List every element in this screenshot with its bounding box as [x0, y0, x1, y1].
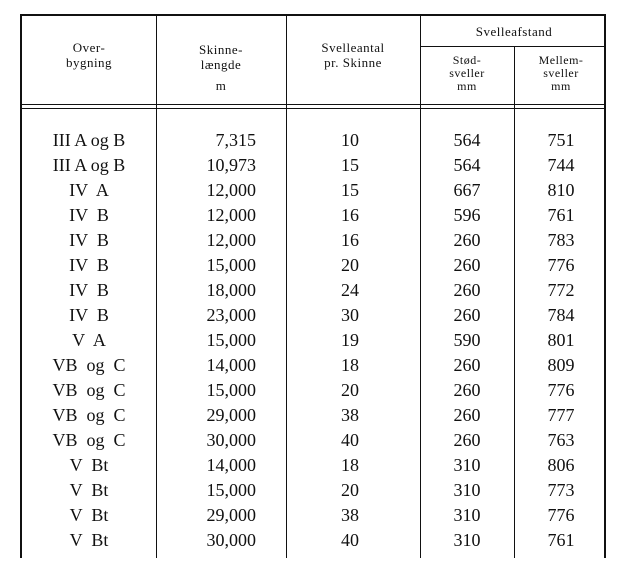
- cell-skinnelaengde: 15,000: [206, 255, 256, 275]
- cell-overbygning: V A: [72, 330, 106, 350]
- cell-overbygning: IV B: [69, 230, 109, 250]
- cell-mellemsveller: 744: [547, 155, 575, 175]
- cell-svelleantal: 38: [341, 405, 359, 425]
- table-row: [22, 153, 604, 178]
- cell-skinnelaengde: 10,973: [206, 155, 256, 175]
- cell-overbygning: V Bt: [69, 530, 109, 550]
- cell-svelleantal: 20: [341, 380, 359, 400]
- cell-skinnelaengde: 14,000: [206, 355, 256, 375]
- cell-mellemsveller: 783: [547, 230, 575, 250]
- cell-stodsveller: 596: [453, 205, 481, 225]
- cell-overbygning: III A og B: [52, 130, 126, 150]
- cell-overbygning: V Bt: [69, 505, 109, 525]
- cell-mellemsveller: 763: [547, 430, 575, 450]
- table-row: [22, 328, 604, 353]
- header-line: Svelleantal: [321, 40, 385, 55]
- cell-skinnelaengde: 7,315: [215, 130, 256, 150]
- table-body: [22, 128, 604, 553]
- cell-skinnelaengde: 12,000: [206, 205, 256, 225]
- cell-mellemsveller: 809: [547, 355, 575, 375]
- cell-skinnelaengde: 30,000: [206, 430, 256, 450]
- table-row: [22, 428, 604, 453]
- table-row: [22, 253, 604, 278]
- cell-svelleantal: 20: [341, 255, 359, 275]
- header-mellemsveller: [514, 54, 608, 93]
- table-row: [22, 378, 604, 403]
- header-rule: [22, 104, 604, 105]
- cell-overbygning: VB og C: [52, 380, 126, 400]
- table-row: [22, 453, 604, 478]
- cell-stodsveller: 564: [453, 155, 481, 175]
- cell-stodsveller: 260: [453, 230, 481, 250]
- cell-svelleantal: 10: [341, 130, 359, 150]
- table-row: [22, 528, 604, 553]
- cell-skinnelaengde: 18,000: [206, 280, 256, 300]
- cell-overbygning: VB og C: [52, 355, 126, 375]
- cell-stodsveller: 260: [453, 355, 481, 375]
- header-line: Over-: [72, 40, 106, 55]
- cell-overbygning: IV B: [69, 205, 109, 225]
- cell-stodsveller: 564: [453, 130, 481, 150]
- cell-mellemsveller: 806: [547, 455, 575, 475]
- cell-overbygning: III A og B: [52, 155, 126, 175]
- cell-mellemsveller: 810: [547, 180, 575, 200]
- cell-svelleantal: 18: [341, 455, 359, 475]
- table-row: [22, 303, 604, 328]
- cell-mellemsveller: 801: [547, 330, 575, 350]
- cell-skinnelaengde: 15,000: [206, 380, 256, 400]
- cell-skinnelaengde: 12,000: [206, 180, 256, 200]
- cell-skinnelaengde: 12,000: [206, 230, 256, 250]
- cell-mellemsveller: 777: [547, 405, 575, 425]
- cell-mellemsveller: 773: [547, 480, 575, 500]
- cell-overbygning: IV B: [69, 305, 109, 325]
- cell-overbygning: IV A: [69, 180, 109, 200]
- cell-stodsveller: 310: [453, 530, 481, 550]
- table-frame: [20, 14, 606, 558]
- header-line: mm: [457, 79, 477, 93]
- cell-skinnelaengde: 29,000: [206, 505, 256, 525]
- cell-svelleantal: 15: [341, 155, 359, 175]
- header-skinnelaengde: [156, 42, 286, 93]
- table-row: [22, 228, 604, 253]
- cell-svelleantal: 40: [341, 430, 359, 450]
- cell-svelleantal: 16: [341, 230, 359, 250]
- cell-mellemsveller: 761: [547, 205, 575, 225]
- header-line: bygning: [65, 55, 113, 70]
- table-row: [22, 178, 604, 203]
- cell-stodsveller: 260: [453, 280, 481, 300]
- cell-stodsveller: 260: [453, 405, 481, 425]
- cell-stodsveller: 310: [453, 455, 481, 475]
- cell-stodsveller: 260: [453, 255, 481, 275]
- header-line: pr. Skinne: [324, 55, 382, 70]
- cell-svelleantal: 40: [341, 530, 359, 550]
- cell-svelleantal: 20: [341, 480, 359, 500]
- header-line: Stød-: [452, 53, 482, 67]
- header-rule: [22, 108, 604, 109]
- cell-svelleantal: 16: [341, 205, 359, 225]
- cell-overbygning: IV B: [69, 280, 109, 300]
- cell-mellemsveller: 772: [547, 280, 575, 300]
- cell-svelleantal: 18: [341, 355, 359, 375]
- cell-mellemsveller: 761: [547, 530, 575, 550]
- cell-stodsveller: 260: [453, 305, 481, 325]
- cell-stodsveller: 260: [453, 380, 481, 400]
- cell-mellemsveller: 784: [547, 305, 575, 325]
- table-row: [22, 353, 604, 378]
- cell-mellemsveller: 776: [547, 505, 575, 525]
- header-line: Svelleafstand: [475, 24, 553, 39]
- cell-stodsveller: 260: [453, 430, 481, 450]
- cell-mellemsveller: 751: [547, 130, 575, 150]
- cell-stodsveller: 667: [453, 180, 481, 200]
- svelleafstand-rule: [420, 46, 604, 47]
- header-svelleafstand: [420, 24, 608, 39]
- header-line: Mellem-: [538, 53, 584, 67]
- cell-overbygning: VB og C: [52, 405, 126, 425]
- cell-skinnelaengde: 14,000: [206, 455, 256, 475]
- header-line: sveller: [449, 66, 485, 80]
- cell-overbygning: VB og C: [52, 430, 126, 450]
- cell-stodsveller: 310: [453, 505, 481, 525]
- header-line: mm: [551, 79, 571, 93]
- cell-stodsveller: 310: [453, 480, 481, 500]
- cell-stodsveller: 590: [453, 330, 481, 350]
- cell-skinnelaengde: 30,000: [206, 530, 256, 550]
- cell-skinnelaengde: 23,000: [206, 305, 256, 325]
- table-row: [22, 203, 604, 228]
- cell-svelleantal: 19: [341, 330, 359, 350]
- cell-svelleantal: 24: [341, 280, 359, 300]
- header-line: længde: [200, 57, 242, 72]
- cell-svelleantal: 15: [341, 180, 359, 200]
- cell-mellemsveller: 776: [547, 255, 575, 275]
- cell-overbygning: V Bt: [69, 455, 109, 475]
- table-row: [22, 478, 604, 503]
- cell-skinnelaengde: 15,000: [206, 330, 256, 350]
- header-svelleantal: [286, 40, 420, 70]
- cell-overbygning: V Bt: [69, 480, 109, 500]
- cell-skinnelaengde: 15,000: [206, 480, 256, 500]
- cell-svelleantal: 38: [341, 505, 359, 525]
- cell-svelleantal: 30: [341, 305, 359, 325]
- header-line: sveller: [543, 66, 579, 80]
- cell-overbygning: IV B: [69, 255, 109, 275]
- cell-mellemsveller: 776: [547, 380, 575, 400]
- table-row: [22, 278, 604, 303]
- header-stodsveller: [420, 54, 514, 93]
- cell-skinnelaengde: 29,000: [206, 405, 256, 425]
- table-row: [22, 503, 604, 528]
- header-overbygning: [22, 40, 156, 70]
- header-line: m: [215, 78, 227, 93]
- table-row: [22, 403, 604, 428]
- table-row: [22, 128, 604, 153]
- header-line: Skinne-: [199, 42, 243, 57]
